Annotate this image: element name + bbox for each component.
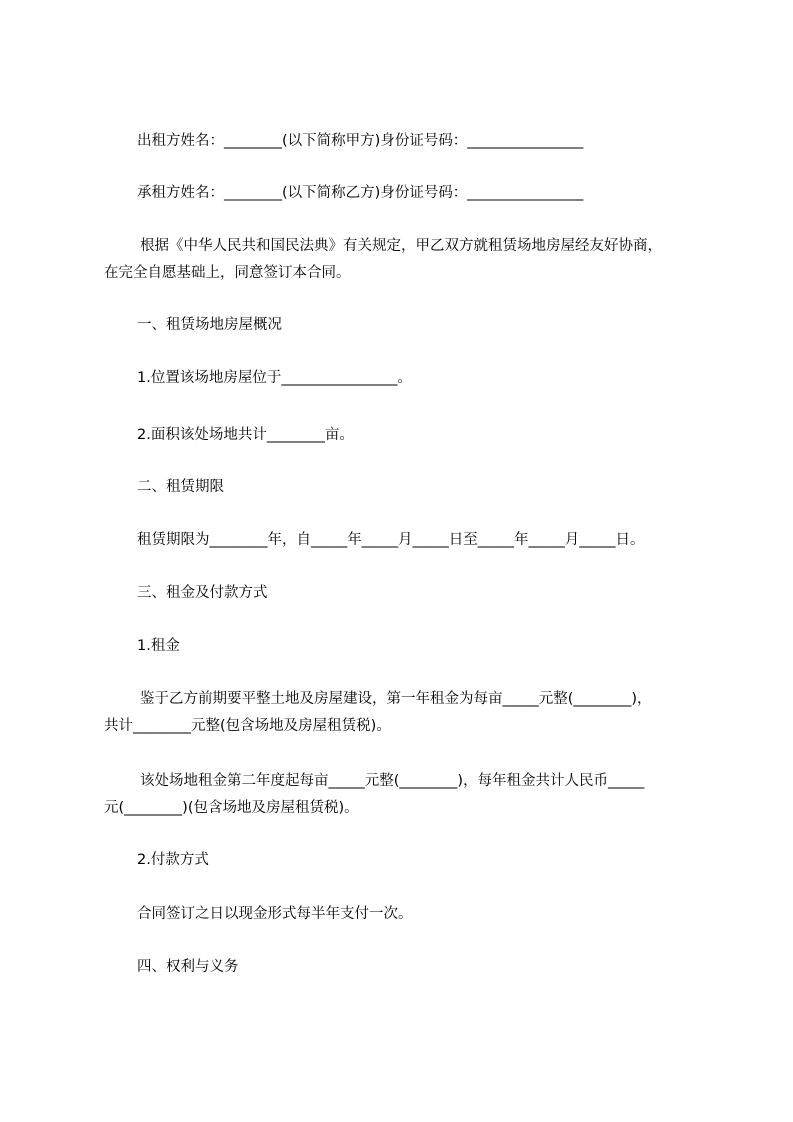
section-1-heading: 一、租赁场地房屋概况 — [137, 317, 282, 333]
first-year-rent-line-2: 共计________元整(包含场地及房屋租赁税)。 — [104, 718, 391, 734]
preamble-line-2: 在完全自愿基础上，同意签订本合同。 — [104, 265, 351, 281]
lessor-name-line: 出租方姓名：________(以下简称甲方)身份证号码：________________ — [137, 133, 584, 149]
location-clause: 1.位置该场地房屋位于________________。 — [137, 370, 412, 386]
section-2-heading: 二、租赁期限 — [137, 479, 224, 495]
payment-clause: 合同签订之日以现金形式每半年支付一次。 — [137, 906, 413, 922]
lease-term-clause: 租赁期限为________年，自_____年_____月_____日至_____年_____月_____日。 — [137, 532, 645, 548]
second-year-rent-line-2: 元(________)(包含场地及房屋租赁税)。 — [104, 800, 359, 816]
area-clause: 2.面积该处场地共计________亩。 — [137, 427, 354, 443]
second-year-rent-line-1: 该处场地租金第二年度起每亩_____元整(________)，每年租金共计人民币_____ — [140, 773, 645, 789]
section-3-heading: 三、租金及付款方式 — [137, 585, 268, 601]
rent-subheading: 1.租金 — [137, 638, 180, 654]
section-4-heading: 四、权利与义务 — [137, 959, 239, 975]
preamble-line-1: 根据《中华人民共和国民法典》有关规定，甲乙双方就租赁场地房屋经友好协商， — [140, 238, 662, 254]
lessee-name-line: 承租方姓名：________(以下简称乙方)身份证号码：________________ — [137, 185, 584, 201]
payment-subheading: 2.付款方式 — [137, 852, 209, 868]
first-year-rent-line-1: 鉴于乙方前期要平整土地及房屋建设，第一年租金为每亩_____元整(________)， — [140, 691, 652, 707]
